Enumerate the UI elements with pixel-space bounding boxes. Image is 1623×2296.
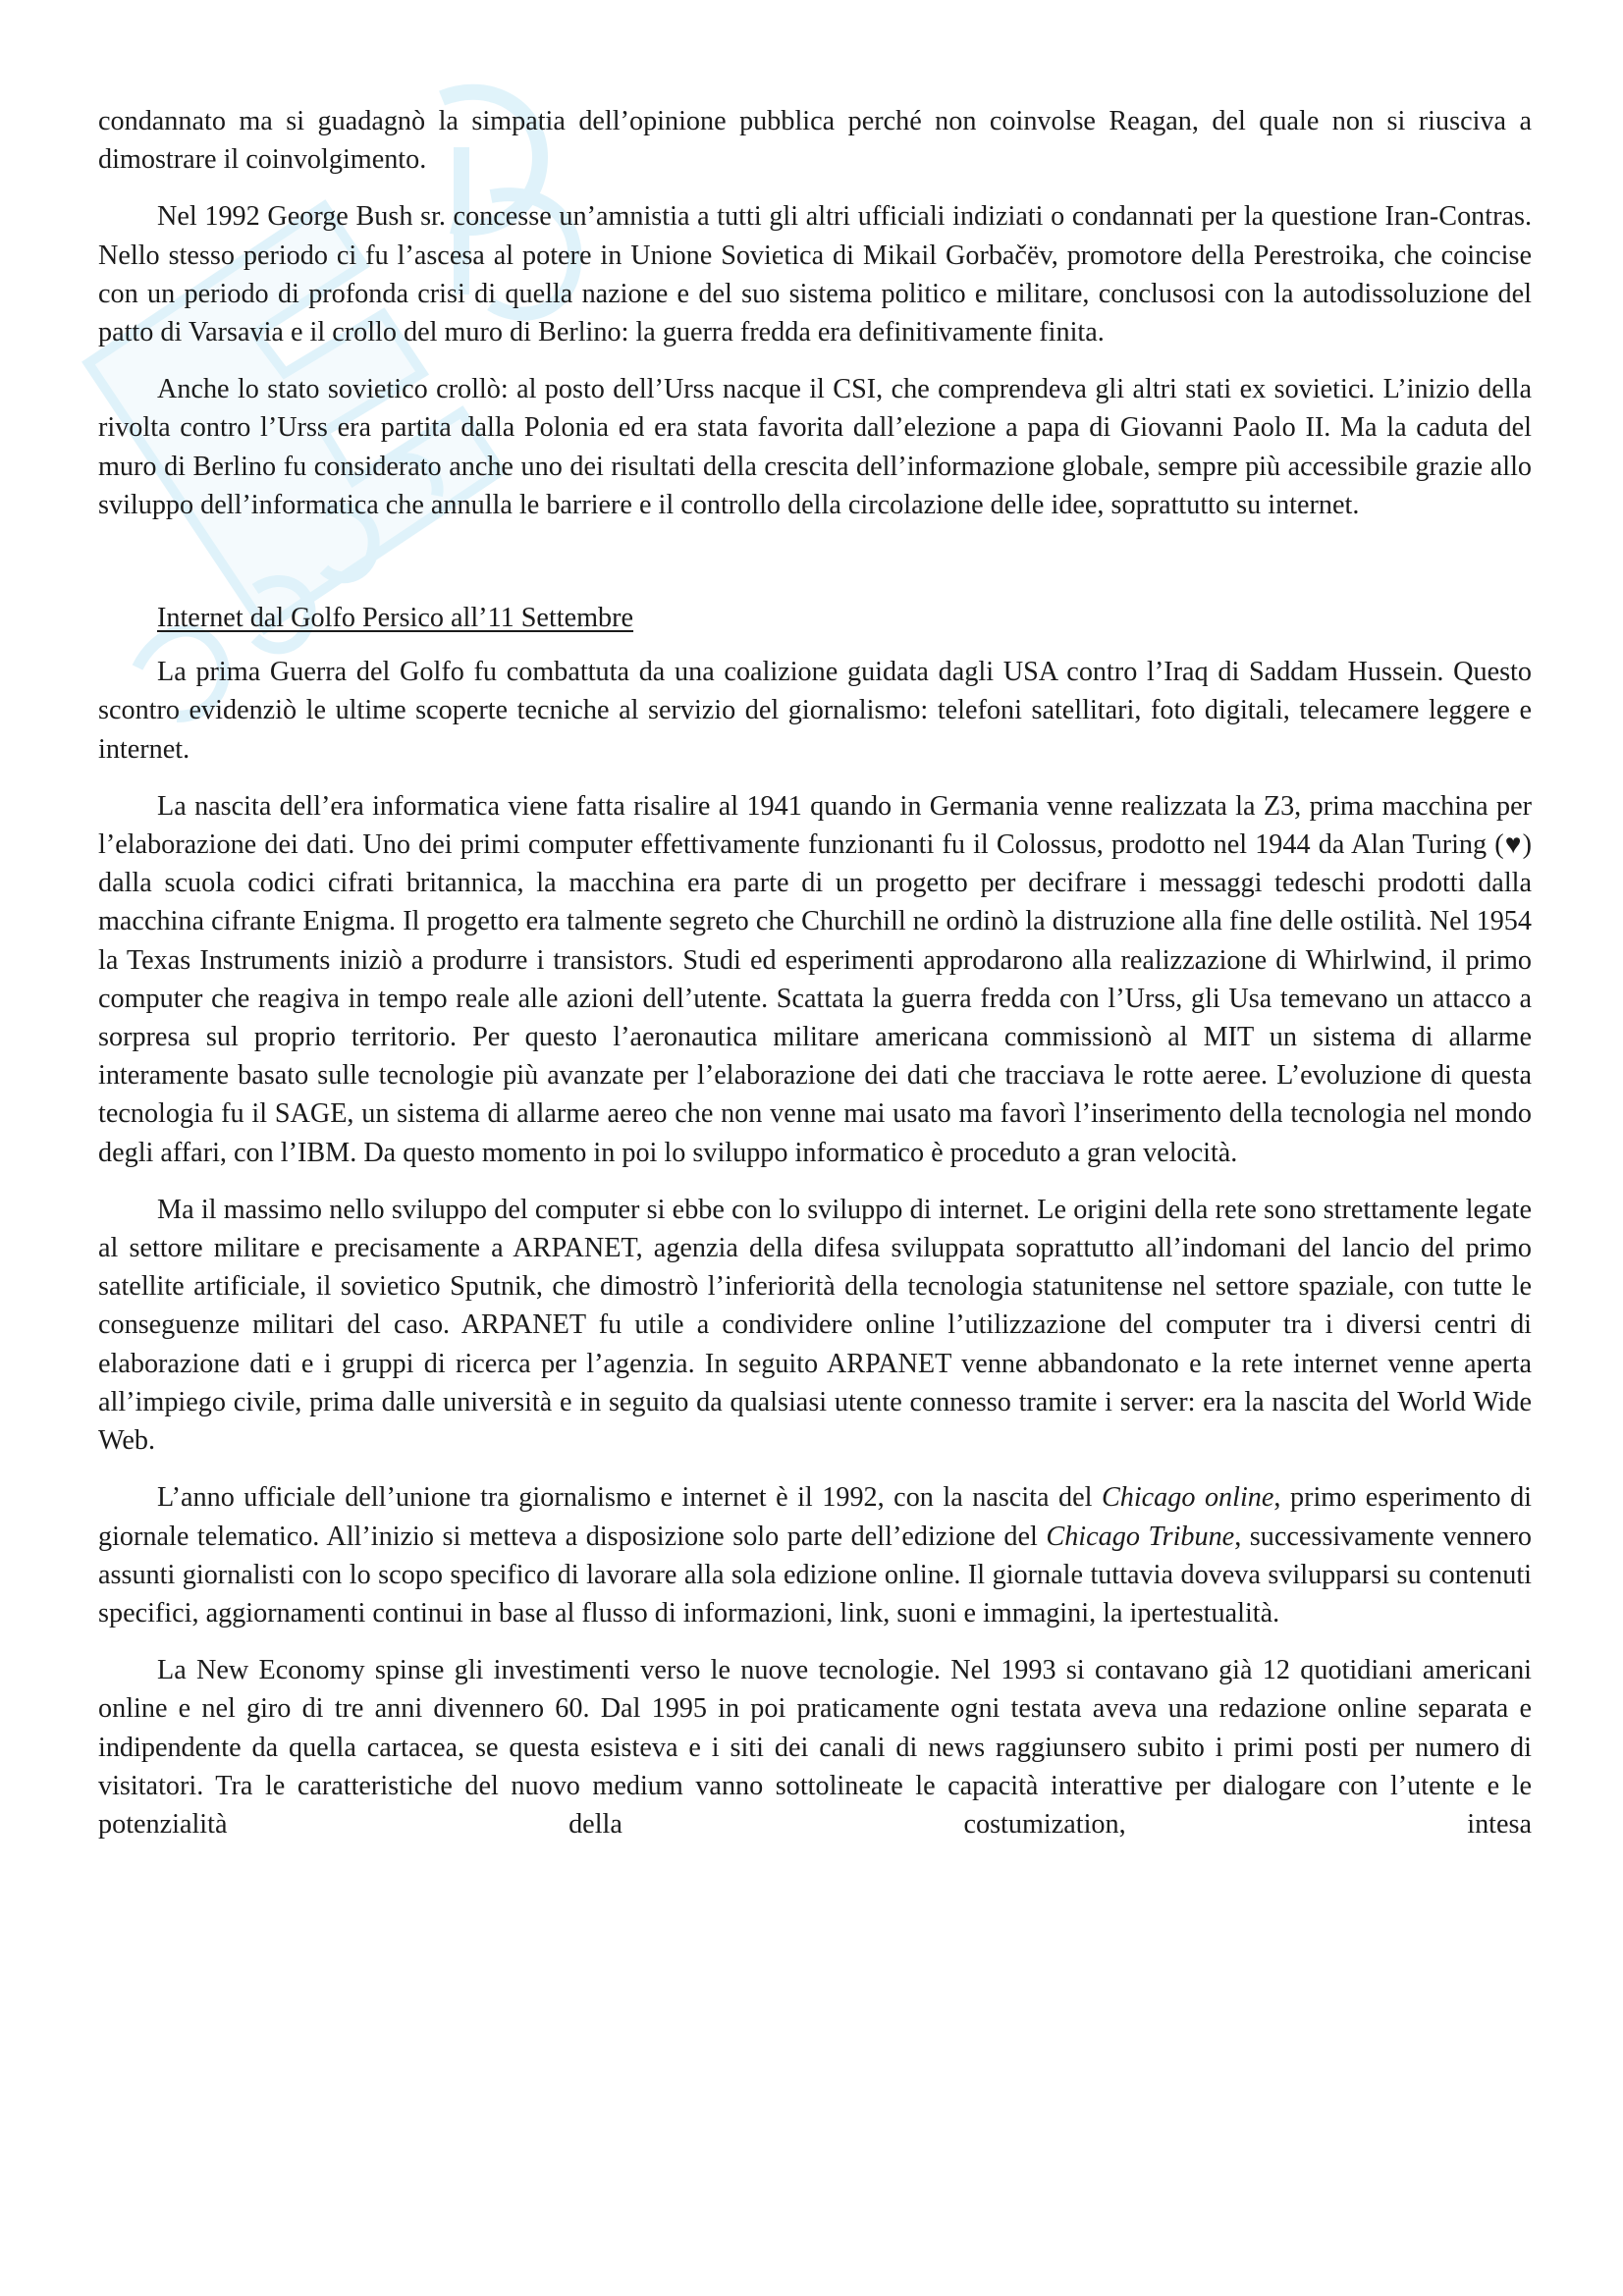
- paragraph-8: La New Economy spinse gli investimenti verso le nuove tecnologie. Nel 1993 si contavano già 12 quotidiani americani online e nel giro di tre anni divennero 60. Dal 1995 in poi praticamente ogni testata aveva una redazione online separata e indipendente da quella cartacea, se questa esisteva e i siti dei canali di news raggiunsero subito i primi posti per numero di visitatori. Tra le caratteristiche del nuovo medium vanno sottolineate le capacità interattive per dialogare con l’utente e le potenzialità della costumization, intesa: [98, 1655, 1532, 1840]
- paragraph-7: [98, 1478, 1532, 1632]
- paragraph-7-part-a: L’anno ufficiale dell’unione tra giornalismo e internet è il 1992, con la nascita del: [157, 1482, 1102, 1514]
- section-heading: [98, 599, 1532, 637]
- paragraph-3: Anche lo stato sovietico crollò: al posto dell’Urss nacque il CSI, che comprendeva gli altri stati ex sovietici. L’inizio della rivolta contro l’Urss era partita dalla Polonia ed era stata favorita dall’elezione a papa di Giovanni Paolo II. Ma la caduta del muro di Berlino fu considerato anche uno dei risultati della crescita dell’informazione globale, sempre più accessibile grazie allo sviluppo dell’informatica che annulla le barriere e il controllo della circolazione delle idee, soprattutto su internet.: [98, 374, 1532, 520]
- document-body: [98, 102, 1532, 1862]
- paragraph-1: condannato ma si guadagnò la simpatia dell’opinione pubblica perché non coinvolse Reagan, del quale non si riusciva a dimostrare il coinvolgimento.: [98, 106, 1532, 176]
- paragraph-7-part-c: , primo esperimento di giornale telematico. All’inizio si metteva a disposizione solo parte dell’edizione del: [98, 1482, 1532, 1552]
- paragraph-7-title-chicago-online: Chicago online: [1101, 1482, 1274, 1514]
- paragraph-2: Nel 1992 George Bush sr. concesse un’amnistia a tutti gli altri ufficiali indiziati o condannati per la questione Iran-Contras. Nello stesso periodo ci fu l’ascesa al potere in Unione Sovietica di Mikail Gorbačëv, promotore della Perestroika, che coincise con un periodo di profonda crisi di quella nazione e del suo sistema politico e militare, conclusosi con la autodissoluzione del patto di Varsavia e il crollo del muro di Berlino: la guerra fredda era definitivamente finita.: [98, 201, 1532, 348]
- paragraph-7-title-chicago-tribune: Chicago Tribune: [1046, 1521, 1235, 1552]
- paragraph-5: La nascita dell’era informatica viene fatta risalire al 1941 quando in Germania venne realizzata la Z3, prima macchina per l’elaborazione dei dati. Uno dei primi computer effettivamente funzionanti fu il Colossus, prodotto nel 1944 da Alan Turing (♥) dalla scuola codici cifrati britannica, la macchina era parte di un progetto per decifrare i messaggi tedeschi prodotti dalla macchina cifrante Enigma. Il progetto era talmente segreto che Churchill ne ordinò la distruzione alla fine delle ostilità. Nel 1954 la Texas Instruments iniziò a produrre i transistors. Studi ed esperimenti approdarono alla realizzazione di Whirlwind, il primo computer che reagiva in tempo reale alle azioni dell’utente. Scattata la guerra fredda con l’Urss, gli Usa temevano un attacco a sorpresa sul proprio territorio. Per questo l’aeronautica militare americana commissionò al MIT un sistema di allarme interamente basato sulle tecnologie più avanzate per l’elaborazione dei dati che tracciava le rotte aeree. L’evoluzione di questa tecnologia fu il SAGE, un sistema di allarme aereo che non venne mai usato ma favorì l’inserimento della tecnologia nel mondo degli affari, con l’IBM. Da questo momento in poi lo sviluppo informatico è proceduto a gran velocità.: [98, 790, 1532, 1168]
- section-heading-text: Internet dal Golfo Persico all’11 Settembre: [157, 603, 634, 634]
- paragraph-6: Ma il massimo nello sviluppo del computer si ebbe con lo sviluppo di internet. Le origini della rete sono strettamente legate al settore militare e precisamente a ARPANET, agenzia della difesa sviluppata soprattutto all’indomani del lancio del primo satellite artificiale, il sovietico Sputnik, che dimostrò l’inferiorità della tecnologia statunitense nel settore spaziale, con tutte le conseguenze militari del caso. ARPANET fu utile a condividere online l’utilizzazione del computer tra i diversi centri di elaborazione dati e i gruppi di ricerca per l’agenzia. In seguito ARPANET venne abbandonato e la rete internet venne aperta all’impiego civile, prima dalle università e in seguito da qualsiasi utente connesso tramite i server: era la nascita del World Wide Web.: [98, 1194, 1532, 1457]
- paragraph-7-part-e: , successivamente vennero assunti giornalisti con lo scopo specifico di lavorare alla sola edizione online. Il giornale tuttavia doveva svilupparsi su contenuti specifici, aggiornamenti continui in base al flusso di informazioni, link, suoni e immagini, la ipertestualità.: [98, 1521, 1532, 1629]
- paragraph-4: La prima Guerra del Golfo fu combattuta da una coalizione guidata dagli USA contro l’Iraq di Saddam Hussein. Questo scontro evidenziò le ultime scoperte tecniche al servizio del giornalismo: telefoni satellitari, foto digitali, telecamere leggere e internet.: [98, 657, 1532, 765]
